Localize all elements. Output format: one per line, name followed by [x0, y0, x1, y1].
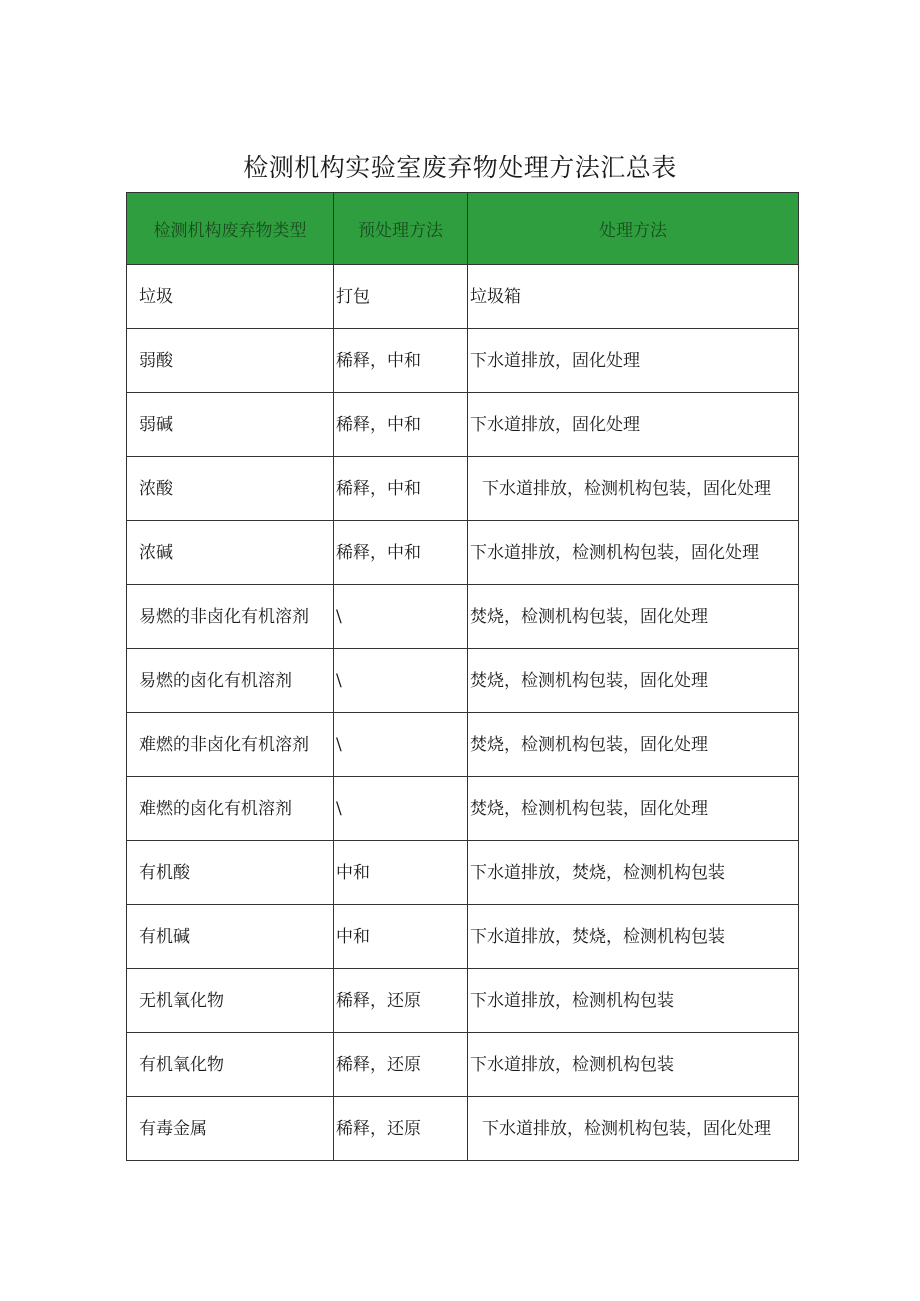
cell-pretreatment: 稀释，中和 — [334, 457, 468, 521]
cell-treatment: 下水道排放，焚烧，检测机构包装 — [468, 905, 799, 969]
table-row — [127, 393, 799, 457]
cell-waste-type: 浓碱 — [127, 521, 334, 585]
cell-pretreatment: 打包 — [334, 265, 468, 329]
cell-pretreatment: 稀释，还原 — [334, 969, 468, 1033]
table-row — [127, 905, 799, 969]
cell-waste-type: 有机氧化物 — [127, 1033, 334, 1097]
cell-pretreatment: 稀释，中和 — [334, 329, 468, 393]
table-row — [127, 329, 799, 393]
table-row — [127, 969, 799, 1033]
cell-pretreatment: \ — [334, 585, 468, 649]
cell-pretreatment: 中和 — [334, 905, 468, 969]
cell-waste-type: 易燃的非卤化有机溶剂 — [127, 585, 334, 649]
table-row — [127, 777, 799, 841]
cell-treatment: 焚烧，检测机构包装，固化处理 — [468, 649, 799, 713]
cell-waste-type: 弱酸 — [127, 329, 334, 393]
cell-pretreatment: \ — [334, 777, 468, 841]
cell-pretreatment: 稀释，还原 — [334, 1097, 468, 1161]
waste-disposal-table — [126, 192, 799, 1161]
cell-waste-type: 难燃的非卤化有机溶剂 — [127, 713, 334, 777]
table-row — [127, 713, 799, 777]
cell-treatment: 下水道排放，检测机构包装，固化处理 — [468, 521, 799, 585]
cell-pretreatment: 稀释，还原 — [334, 1033, 468, 1097]
cell-treatment: 焚烧，检测机构包装，固化处理 — [468, 713, 799, 777]
table-row — [127, 1033, 799, 1097]
cell-waste-type: 难燃的卤化有机溶剂 — [127, 777, 334, 841]
cell-pretreatment: 中和 — [334, 841, 468, 905]
header-waste-type: 检测机构废弃物类型 — [127, 193, 334, 265]
cell-treatment: 焚烧，检测机构包装，固化处理 — [468, 585, 799, 649]
table-row — [127, 265, 799, 329]
cell-waste-type: 易燃的卤化有机溶剂 — [127, 649, 334, 713]
table-header-row — [127, 193, 799, 265]
cell-treatment: 焚烧，检测机构包装，固化处理 — [468, 777, 799, 841]
page-title: 检测机构实验室废弃物处理方法汇总表 — [243, 153, 677, 182]
cell-treatment: 下水道排放，焚烧，检测机构包装 — [468, 841, 799, 905]
table-row — [127, 1097, 799, 1161]
cell-waste-type: 垃圾 — [127, 265, 334, 329]
cell-waste-type: 无机氧化物 — [127, 969, 334, 1033]
cell-pretreatment: 稀释，中和 — [334, 521, 468, 585]
table-row — [127, 521, 799, 585]
header-pretreatment: 预处理方法 — [334, 193, 468, 265]
table-row — [127, 585, 799, 649]
cell-waste-type: 有毒金属 — [127, 1097, 334, 1161]
cell-pretreatment: 稀释，中和 — [334, 393, 468, 457]
cell-waste-type: 浓酸 — [127, 457, 334, 521]
header-treatment: 处理方法 — [468, 193, 799, 265]
table-row — [127, 841, 799, 905]
cell-waste-type: 有机碱 — [127, 905, 334, 969]
cell-treatment: 下水道排放，检测机构包装 — [468, 969, 799, 1033]
cell-pretreatment: \ — [334, 649, 468, 713]
cell-treatment: 下水道排放，检测机构包装，固化处理 — [468, 457, 799, 521]
cell-treatment: 垃圾箱 — [468, 265, 799, 329]
cell-treatment: 下水道排放，检测机构包装，固化处理 — [468, 1097, 799, 1161]
cell-treatment: 下水道排放，固化处理 — [468, 329, 799, 393]
cell-waste-type: 有机酸 — [127, 841, 334, 905]
cell-treatment: 下水道排放，检测机构包装 — [468, 1033, 799, 1097]
cell-waste-type: 弱碱 — [127, 393, 334, 457]
cell-pretreatment: \ — [334, 713, 468, 777]
table-row — [127, 649, 799, 713]
cell-treatment: 下水道排放，固化处理 — [468, 393, 799, 457]
table-row — [127, 457, 799, 521]
